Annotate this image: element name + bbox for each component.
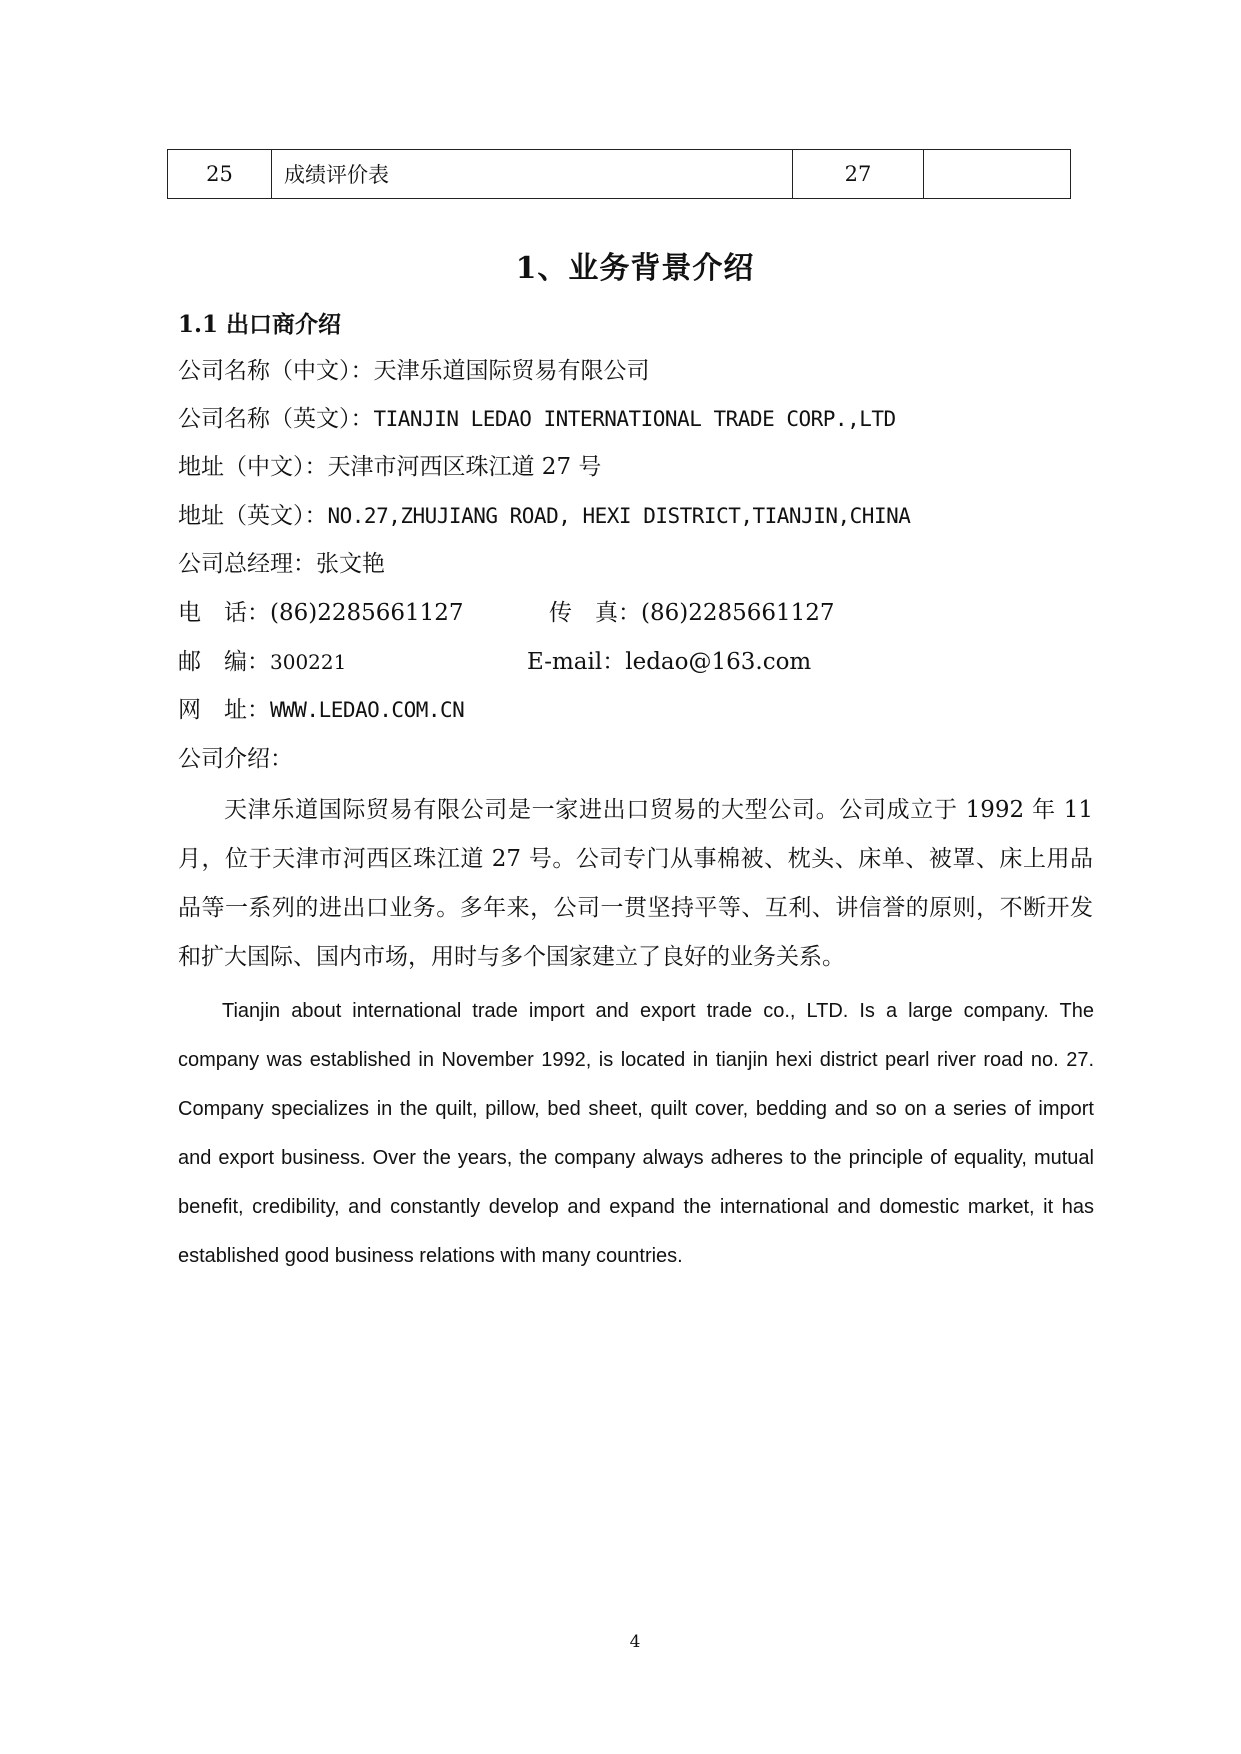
label: 公司名称（中文）： [178, 358, 374, 384]
label: 传 真： [549, 600, 641, 626]
label: 网 址： [178, 697, 270, 723]
address-cn-line [178, 448, 601, 481]
phone-line [178, 594, 464, 627]
website-line [178, 691, 464, 724]
section-title: 1、业务背景介绍 [515, 251, 755, 286]
label: E-mail： [527, 649, 626, 675]
intro-paragraph-en: Tianjin about international trade import and export trade co., LTD. Is a large company. The company was established in November 1992, is located in tianjin hexi district pearl river road no. 27. Company specializes in the quilt, pillow, bed sheet, quilt cover, bedding and so on a series of import and export business. Over the years, the company always adheres to the principle of equality, mutual benefit, credibility, and constantly develop and expand the international and domestic market, it has established good business relations with many countries. [178, 1000, 1094, 1267]
website-value: WWW.LEDAO.COM.CN [270, 698, 465, 722]
toc-table [167, 149, 1071, 199]
company-name-cn: 天津乐道国际贸易有限公司 [373, 358, 650, 384]
zip-line [178, 643, 346, 676]
email-value: ledao@163.com [625, 649, 812, 675]
zip-value: 300221 [270, 650, 347, 674]
label: 电 话： [178, 600, 270, 626]
phone-value: (86)2285661127 [270, 600, 464, 626]
toc-title: 成绩评价表 [272, 150, 793, 199]
label: 地址（英文）： [178, 503, 328, 529]
page-number: 4 [629, 1632, 641, 1652]
company-name-cn-line [178, 352, 650, 385]
address-en-line [178, 497, 910, 530]
label: 地址（中文）： [178, 454, 328, 480]
table-row [168, 150, 1071, 199]
company-name-en: TIANJIN LEDAO INTERNATIONAL TRADE CORP.,LTD [373, 407, 896, 431]
fax-value: (86)2285661127 [641, 600, 835, 626]
subsection-title: 1.1 出口商介绍 [178, 311, 342, 338]
intro-paragraph-cn: 天津乐道国际贸易有限公司是一家进出口贸易的大型公司。公司成立于 1992 年 11 月，位于天津市河西区珠江道 27 号。公司专门从事棉被、枕头、床单、被罩、床上用品品等一系列的进出口业务。多年来，公司一贯坚持平等、互利、讲信誉的原则，不断开发和扩大国际、国内市场，用时与多个国家建立了良好的业务关系。 [178, 797, 1093, 970]
address-en: NO.27,ZHUJIANG ROAD, HEXI DISTRICT,TIANJIN,CHINA [327, 504, 911, 528]
intro-label: 公司介绍： [178, 746, 293, 772]
general-manager: 张文艳 [316, 551, 385, 577]
label: 邮 编： [178, 649, 270, 675]
label: 公司总经理： [178, 551, 316, 577]
company-name-en-line [178, 400, 896, 433]
email-line [527, 643, 811, 676]
address-cn: 天津市河西区珠江道 27 号 [327, 454, 602, 480]
toc-number: 25 [168, 150, 272, 199]
toc-empty-cell [924, 150, 1071, 199]
general-manager-line [178, 545, 385, 578]
label: 公司名称（英文）： [178, 406, 374, 432]
fax-line [549, 594, 835, 627]
toc-page: 27 [793, 150, 924, 199]
